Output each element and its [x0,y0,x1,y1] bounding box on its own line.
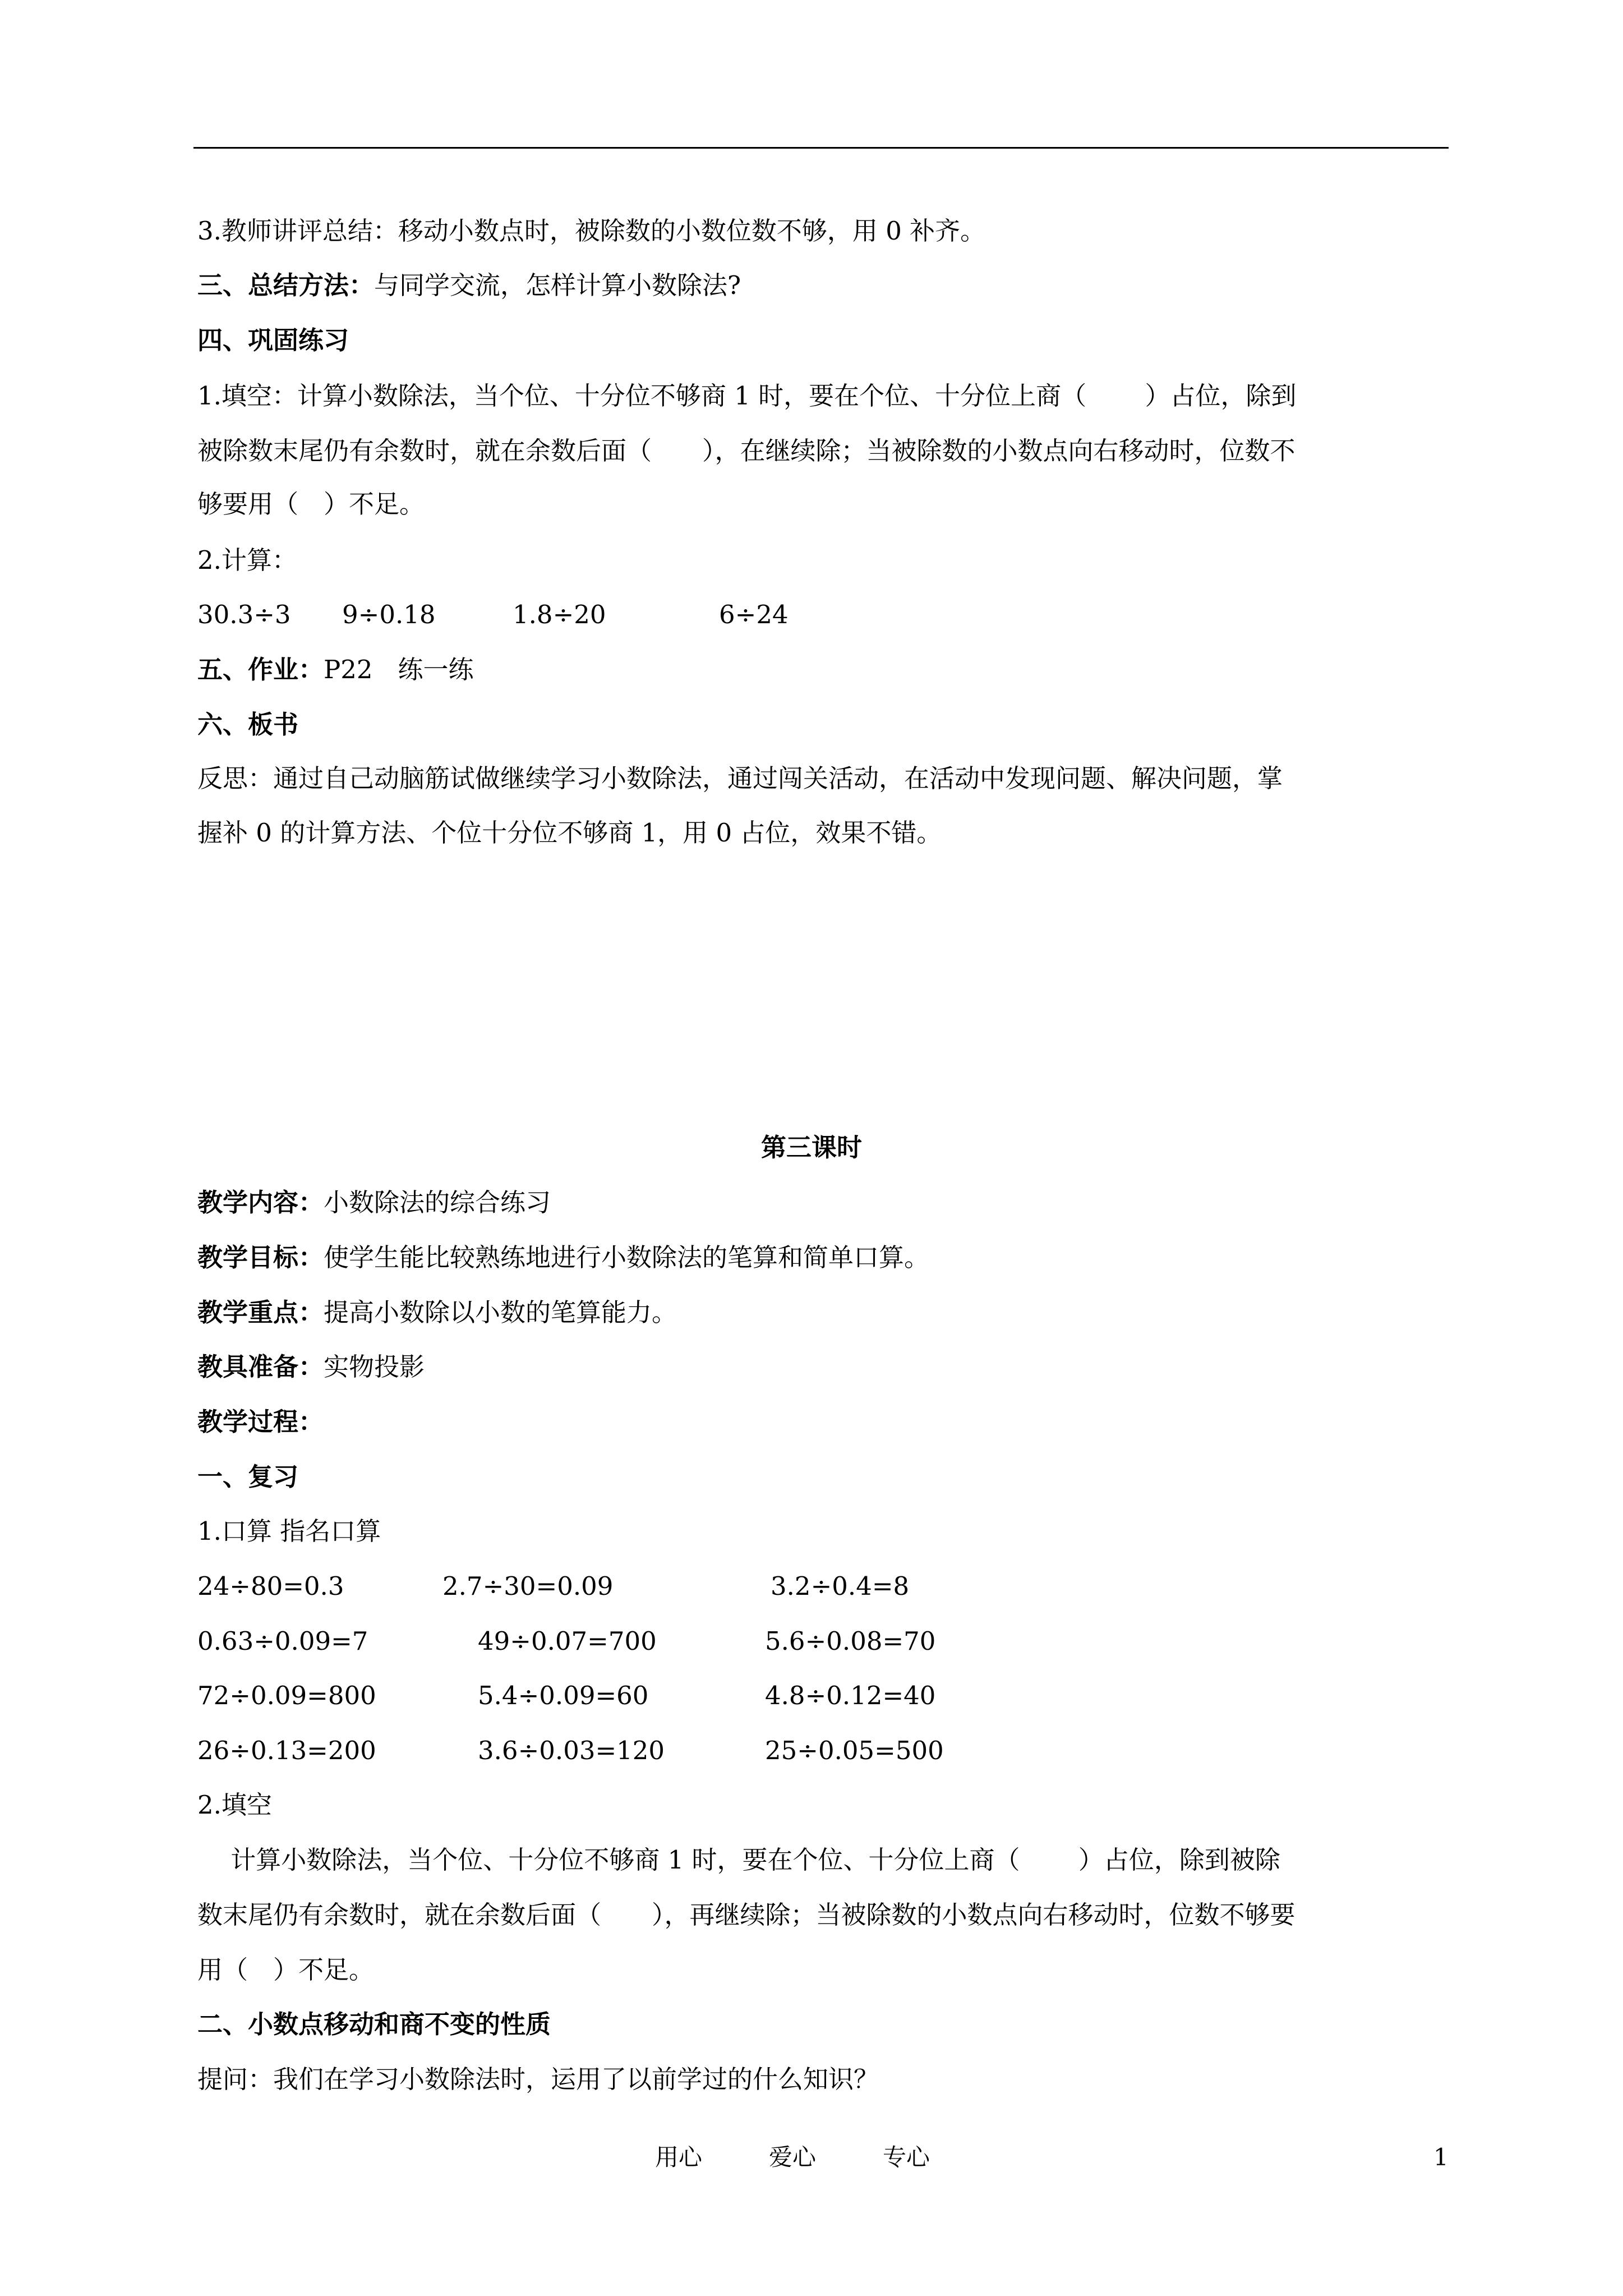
oral-calc-label: 1.口算 指名口算 [197,1516,381,1546]
teaching-goal-label: 教学目标： [197,1243,324,1272]
page-number: 1 [1433,2143,1449,2171]
homework-text: P22 练一练 [324,655,474,684]
teaching-tools [197,1350,425,1384]
summary-line: 3.教师讲评总结：移动小数点时，被除数的小数位数不够，用 0 补齐。 [197,216,986,246]
oral-item: 4.8÷0.12=40 [765,1681,936,1710]
teaching-goal [197,1241,929,1274]
teaching-tools-text: 实物投影 [324,1352,425,1382]
review-heading: 一、复习 [197,1462,299,1492]
oral-item: 49÷0.07=700 [478,1626,657,1656]
reflection-line-1: 反思：通过自己动脑筋试做继续学习小数除法，通过闯关活动，在活动中发现问题、解决问题，掌 [197,763,1283,793]
lesson-fill-line-3: 用（ ）不足。 [197,1955,375,1985]
reflection-line-2: 握补 0 的计算方法、个位十分位不够商 1，用 0 占位，效果不错。 [197,818,942,848]
board-heading: 六、板书 [197,710,299,739]
calc-item: 9÷0.18 [342,600,436,629]
teaching-key-label: 教学重点： [197,1297,324,1327]
lesson-title: 第三课时 [760,1133,862,1162]
question-line: 提问：我们在学习小数除法时，运用了以前学过的什么知识？ [197,2064,879,2094]
calc-item: 6÷24 [719,600,789,629]
property-heading: 二、小数点移动和商不变的性质 [197,2009,551,2039]
fill-blank-line-2: 被除数末尾仍有余数时，就在余数后面（ ），在继续除；当被除数的小数点向右移动时，位数不 [197,436,1295,466]
teaching-process-label: 教学过程： [197,1407,324,1437]
oral-item: 3.2÷0.4=8 [771,1571,910,1601]
method-summary-heading: 三、总结方法： [197,270,375,300]
oral-item: 0.63÷0.09=7 [197,1626,368,1656]
oral-item: 72÷0.09=800 [197,1681,376,1710]
oral-item: 2.7÷30=0.09 [442,1571,614,1601]
teaching-content [197,1186,551,1220]
practice-heading: 四、巩固练习 [197,325,349,355]
oral-item: 25÷0.05=500 [765,1736,944,1765]
calc-item: 1.8÷20 [513,600,606,629]
fill-label: 2.填空 [197,1790,272,1820]
calc-label: 2.计算： [197,545,297,575]
footer-motto: 爱心 [769,2143,817,2171]
teaching-key [197,1296,677,1329]
homework [197,653,474,687]
fill-blank-line-3: 够要用（ ）不足。 [197,489,425,519]
teaching-content-text: 小数除法的综合练习 [324,1188,551,1217]
fill-blank-line-1: 1.填空：计算小数除法，当个位、十分位不够商 1 时，要在个位、十分位上商（ ）占位，除到 [197,381,1297,411]
lesson-fill-line-1: 计算小数除法，当个位、十分位不够商 1 时，要在个位、十分位上商（ ）占位，除到被除 [197,1845,1280,1875]
teaching-key-text: 提高小数除以小数的笔算能力。 [324,1297,677,1327]
header-rule [193,147,1449,149]
lesson-fill-line-2: 数末尾仍有余数时，就在余数后面（ ），再继续除；当被除数的小数点向右移动时，位数不够要 [197,1900,1295,1930]
calc-item: 30.3÷3 [197,600,291,629]
oral-item: 24÷80=0.3 [197,1571,344,1601]
oral-item: 5.6÷0.08=70 [765,1626,936,1656]
teaching-tools-label: 教具准备： [197,1352,324,1382]
oral-item: 5.4÷0.09=60 [478,1681,649,1710]
oral-item: 26÷0.13=200 [197,1736,376,1765]
teaching-goal-text: 使学生能比较熟练地进行小数除法的笔算和简单口算。 [324,1243,930,1272]
footer-motto: 专心 [883,2143,930,2171]
method-summary [197,269,741,302]
footer-motto: 用心 [655,2143,703,2171]
method-summary-text: 与同学交流，怎样计算小数除法? [374,270,741,300]
oral-item: 3.6÷0.03=120 [478,1736,665,1765]
teaching-content-label: 教学内容： [197,1188,324,1217]
homework-heading: 五、作业： [197,655,324,684]
